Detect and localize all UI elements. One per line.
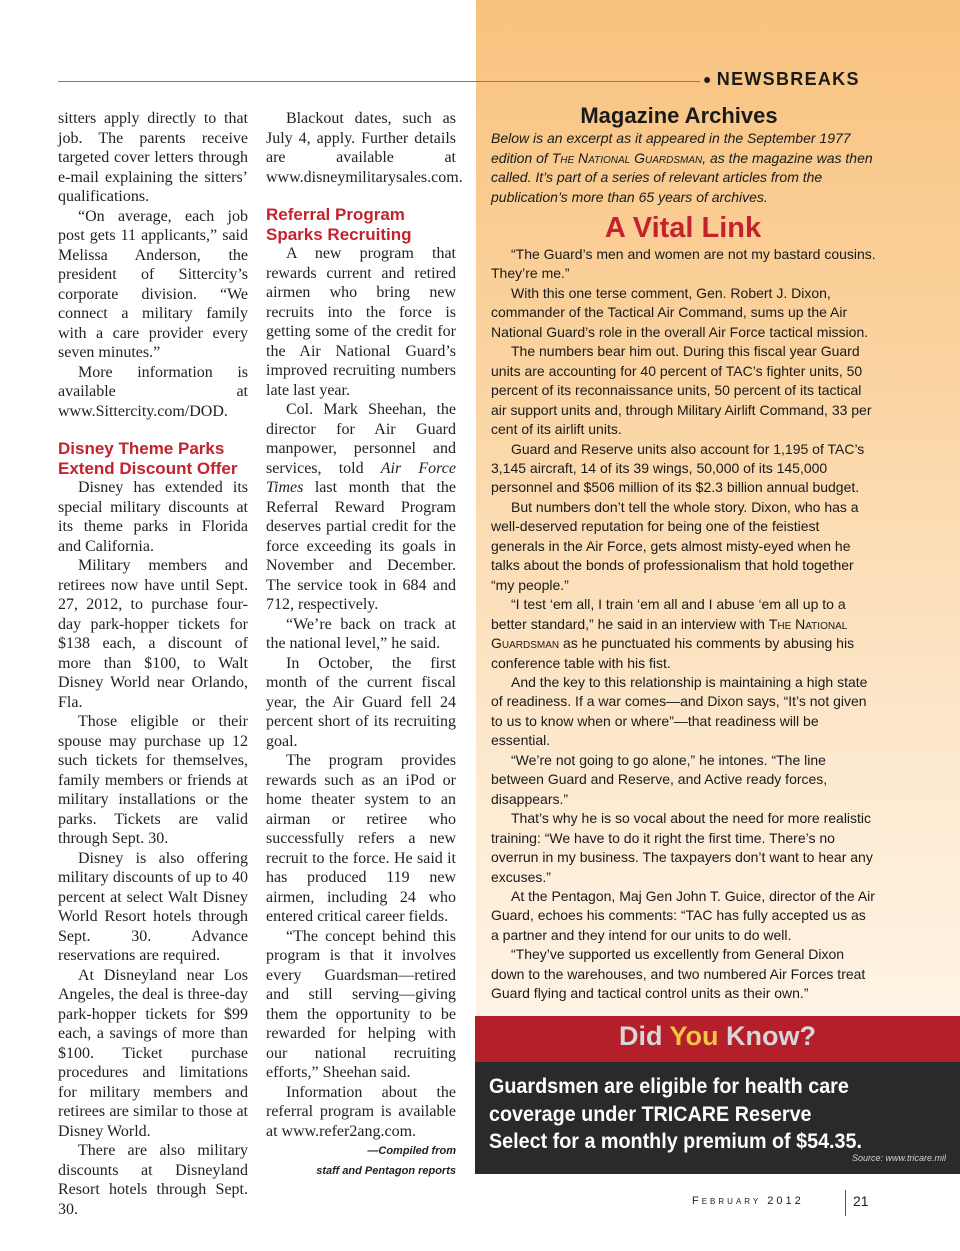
- paragraph-text: “I test ‘em all, I train ‘em all and I abuse ‘em all up to a better standard,” he said in an interview with: [491, 596, 846, 632]
- article-column-middle: [266, 109, 463, 1181]
- source-line: Source: www.tricare.mil: [851, 1153, 946, 1163]
- archive-body: [491, 245, 876, 1004]
- paragraph: Disney has extended its special military discounts at its theme parks in Florida and California.: [58, 479, 248, 555]
- archive-intro-text: Below is an excerpt as it appeared in the September 1977 edition of: [491, 130, 851, 166]
- paragraph: A new program that rewards current and retired airmen who bring new recruits into the force is getting some of the credit for the Air National Guard’s improved recruiting numbers late last year.: [266, 245, 456, 399]
- header-rule: [58, 81, 700, 82]
- title-word: You: [669, 1021, 719, 1051]
- paragraph: [491, 595, 876, 673]
- paragraph: And the key to this relationship is maintaining a high state of readiness. If a war comes—and Dixon says, “It’s not given to us to know when or where”—that readiness will be essential.: [491, 673, 868, 749]
- paragraph: [266, 400, 456, 615]
- footer-month: February 2012: [692, 1195, 804, 1207]
- paragraph: Military members and retirees now have until Sept. 27, 2012, to purchase four-day park-hopper tickets for $138 each, a discount of more than $100, to Walt Disney World near Orlando, Fla.: [58, 557, 248, 711]
- paragraph: But numbers don’t tell the whole story. Dixon, who has a well-deserved reputation for being one of the feistiest generals in the Air Force, gets almost misty-eyed when he talks about the bonds of professionalism that hold together “my people.”: [491, 498, 859, 593]
- paragraph-text: last month that the Referral Reward Program deserves partial credit for the force exceeding its goals in November and December. The service took in 684 and 712, respectively.: [266, 479, 456, 613]
- paragraph: At the Pentagon, Maj Gen John T. Guice, director of the Air Guard, echoes his comments: “TAC has fully accepted us as a partner and they intend for our units to do well.: [491, 887, 875, 943]
- paragraph: That’s why he is so vocal about the need for more realistic training: “We have to do it right the first time. There’s no overrun in my business. The taxpayers don’t want to hear any excuses.”: [491, 810, 873, 885]
- paragraph: In October, the first month of the current fiscal year, the Air Guard fell 24 percent short of its recruiting goal.: [266, 654, 456, 750]
- paragraph: The numbers bear him out. During this fiscal year Guard units are accounting for 40 percent of TAC’s fighter units, 50 percent of its reconnaissance units, 50 percent of its tactical air support units and, through Military Airlift Command, 33 per cent of its airlift units.: [491, 343, 872, 438]
- credit-line: —Compiled from: [367, 1145, 456, 1157]
- subheading-disney: Disney Theme Parks Extend Discount Offer: [58, 439, 238, 478]
- magazine-name: The National Guardsman: [551, 149, 703, 166]
- paragraph: With this one terse comment, Gen. Robert J. Dixon, commander of the Tactical Air Command, sums up the Air National Guard’s role in the overall Air Force tactical mission.: [491, 284, 869, 340]
- section-label-text: NEWSBREAKS: [716, 69, 860, 89]
- paragraph: Guard and Reserve units also account for 1,195 of TAC’s 3,145 aircraft, 14 of its 39 wings, 50,000 of its 145,000 personnel and $506 million of its $2.3 billion annual budget.: [491, 440, 865, 496]
- paragraph: At Disneyland near Los Angeles, the deal is three-day park-hopper tickets for $99 each, a savings of more than $100. Ticket purchase procedures and limitations for military members and retirees are similar to those at Disney World.: [58, 966, 248, 1140]
- title-word: Know?: [726, 1021, 816, 1051]
- paragraph: “They’ve supported us excellently from General Dixon down to the warehouses, and two numbered Air Forces treat Guard flying and tactical control units as their own.”: [491, 946, 866, 1002]
- page-number: 21: [853, 1193, 869, 1209]
- paragraph: Blackout dates, such as July 4, apply. Further details are available at www.disneymilitarysales.com.: [266, 110, 463, 186]
- paragraph-text: as he punctuated his comments by abusing his conference table with his fist.: [491, 635, 855, 671]
- paragraph: Those eligible or their spouse may purchase up 12 such tickets for themselves, family members or friends at military installations or the parks. Tickets are valid through Sept. 30.: [58, 713, 248, 847]
- paragraph: More information is available at www.Sittercity.com/DOD.: [58, 363, 248, 420]
- subheading-referral: Referral Program Sparks Recruiting: [266, 205, 412, 244]
- paragraph: There are also military discounts at Disneyland Resort hotels through Sept. 30.: [58, 1142, 248, 1218]
- archive-title: Magazine Archives: [580, 103, 778, 128]
- magazine-name: The National Guardsman: [491, 615, 848, 652]
- paragraph-text: Col. Mark Sheehan, the director for Air Guard manpower, personnel and services, told: [266, 401, 456, 477]
- archive-headline: A Vital Link: [604, 212, 762, 244]
- did-you-know-box: [475, 1016, 960, 1174]
- paragraph: “On average, each job post gets 11 applicants,” said Melissa Anderson, the president of Sittercity’s corporate division. “We connect a military family with a care provider every seven minutes.”: [58, 207, 248, 361]
- did-you-know-title: [475, 1016, 960, 1062]
- archive-intro: [491, 129, 881, 207]
- did-you-know-fact: Guardsmen are eligible for health care coverage under TRICARE Reserve Select for a monthly premium of $54.35.: [489, 1075, 862, 1153]
- paragraph: sitters apply directly to that job. The parents receive targeted cover letters through e-mail explaining the sitters’ qualifications.: [58, 110, 248, 205]
- paragraph: “The concept behind this program is that it involves every Guardsman—retired and still serving—giving them the opportunity to be rewarded for helping with our national recruiting efforts,” Sheehan said.: [266, 927, 456, 1081]
- publication-name: Air Force Times: [266, 459, 456, 496]
- section-label: [703, 69, 878, 90]
- paragraph: “We’re back on track at the national level,” he said.: [266, 615, 456, 652]
- bullet-icon: ●: [703, 71, 713, 87]
- paragraph: Disney is also offering military discounts of up to 40 percent at select Walt Disney World Resort hotels through Sept. 30. Advance reservations are required.: [58, 849, 248, 964]
- footer-divider: [845, 1190, 846, 1216]
- title-word: Did: [618, 1021, 663, 1051]
- paragraph: “We’re not going to go alone,” he intones. “The line between Guard and Reserve, and Active ready forces, disappears.”: [491, 751, 828, 807]
- archive-intro-text: , as the magazine was then called. It’s part of a series of relevant articles from the publication’s more than 65 years of archives.: [491, 149, 873, 205]
- paragraph: Information about the referral program is available at www.refer2ang.com.: [266, 1083, 456, 1140]
- paragraph: “The Guard’s men and women are not my bastard cousins. They’re me.”: [491, 246, 876, 282]
- credit-line: staff and Pentagon reports: [316, 1165, 456, 1177]
- paragraph: The program provides rewards such as an iPod or home theater system to an airman or retiree who successfully refers a new recruit to the force. He said it has produced 119 new airmen, including 24 who entered critical career fields.: [266, 752, 456, 925]
- article-column-left: [58, 109, 248, 1219]
